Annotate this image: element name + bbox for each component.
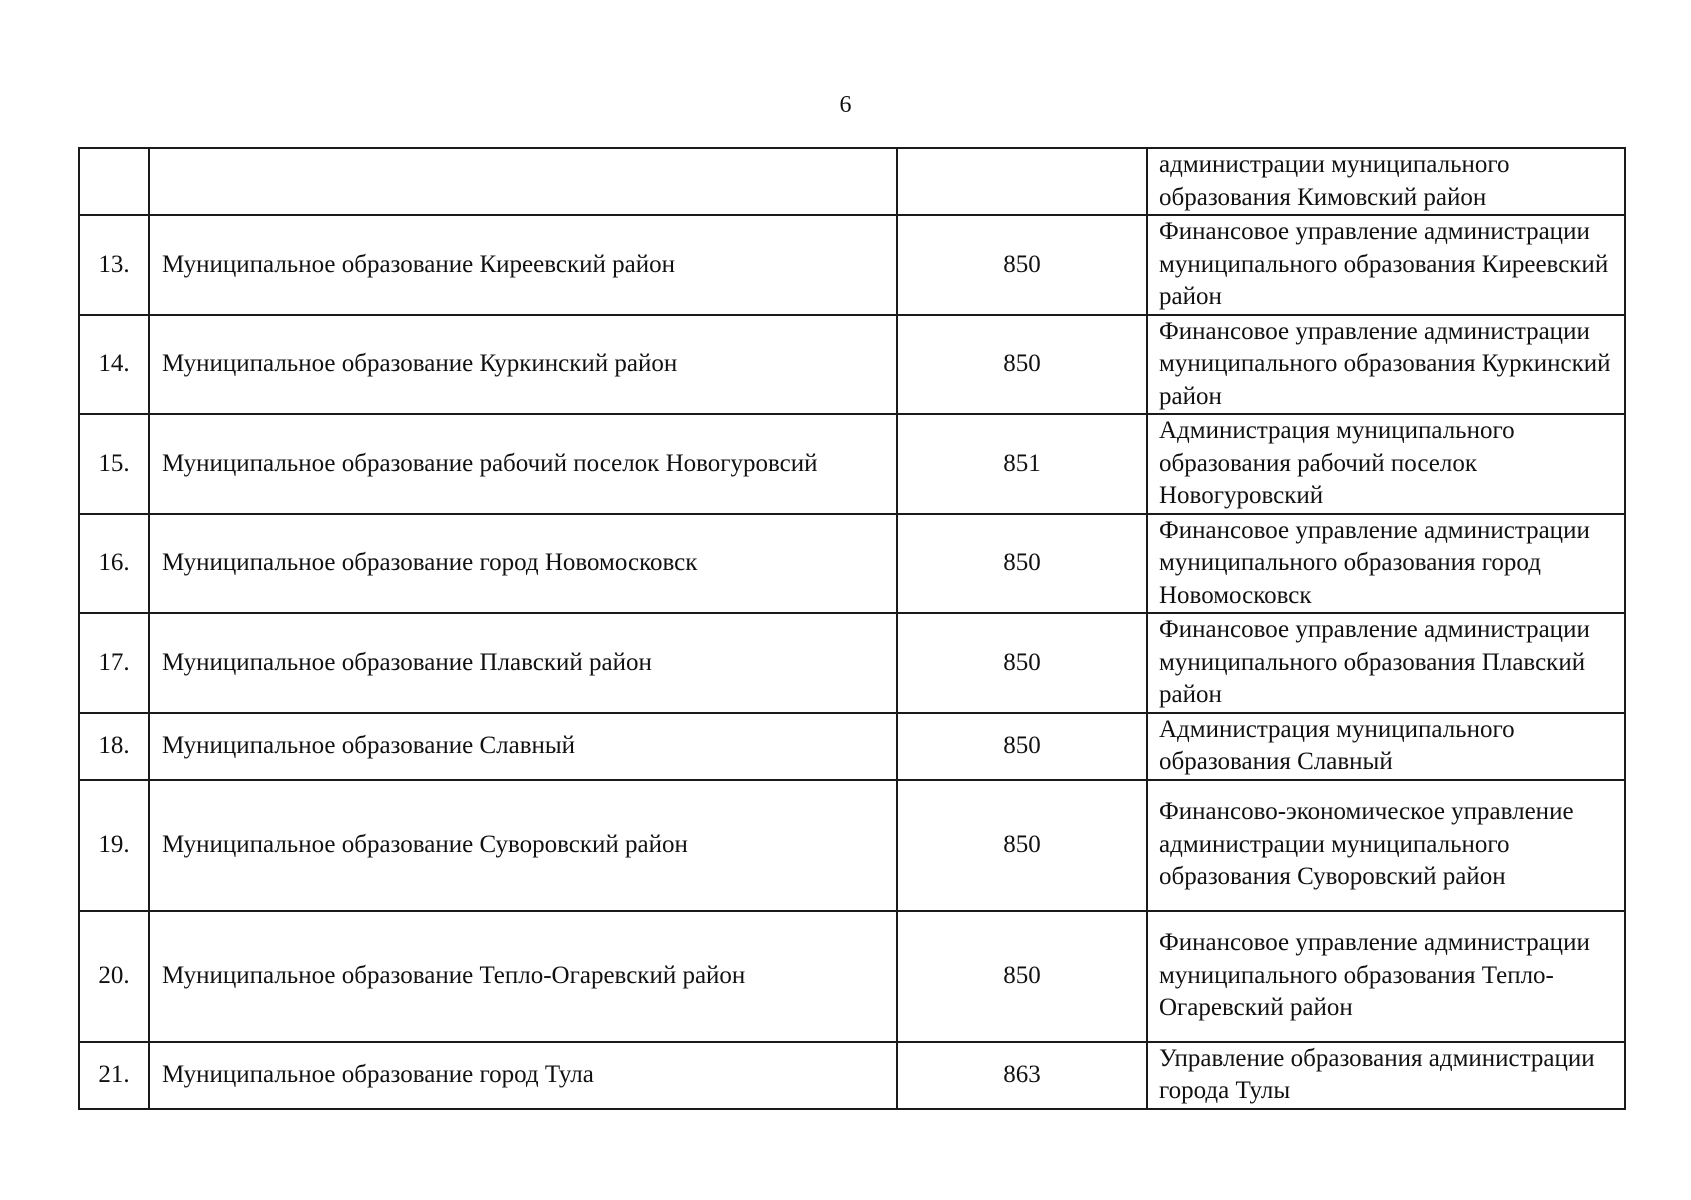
row-number: 18.: [79, 713, 149, 780]
authority-name: Администрация муниципального образования Славный: [1147, 713, 1625, 780]
budget-code: 851: [897, 414, 1147, 514]
budget-code: 850: [897, 911, 1147, 1042]
table-row: [79, 911, 1625, 1042]
table-row: [79, 514, 1625, 614]
budget-code: 863: [897, 1042, 1147, 1109]
municipality-name: Муниципальное образование Суворовский район: [149, 780, 897, 911]
municipality-name: Муниципальное образование город Тула: [149, 1042, 897, 1109]
row-number: 20.: [79, 911, 149, 1042]
budget-code: 850: [897, 215, 1147, 315]
budget-code: 850: [897, 315, 1147, 415]
table-row: [79, 1042, 1625, 1109]
authority-name: Финансово-экономическое управление администрации муниципального образования Суворовский район: [1147, 780, 1625, 911]
row-number: 14.: [79, 315, 149, 415]
authority-name: Управление образования администрации города Тулы: [1147, 1042, 1625, 1109]
row-number: 17.: [79, 613, 149, 713]
table-row: [79, 414, 1625, 514]
municipal-table: [78, 147, 1626, 1110]
budget-code: 850: [897, 613, 1147, 713]
budget-code: 850: [897, 713, 1147, 780]
table-row: [79, 315, 1625, 415]
municipality-name: Муниципальное образование Плавский район: [149, 613, 897, 713]
table-row: [79, 148, 1625, 215]
table-row: [79, 713, 1625, 780]
row-number: [79, 148, 149, 215]
municipality-name: Муниципальное образование город Новомосковск: [149, 514, 897, 614]
row-number: 19.: [79, 780, 149, 911]
municipality-name: Муниципальное образование Тепло-Огаревский район: [149, 911, 897, 1042]
budget-code: 850: [897, 514, 1147, 614]
authority-name: Финансовое управление администрации муниципального образования Плавский район: [1147, 613, 1625, 713]
authority-name: администрации муниципального образования Кимовский район: [1147, 148, 1625, 215]
table-row: [79, 780, 1625, 911]
authority-name: Администрация муниципального образования рабочий поселок Новогуровский: [1147, 414, 1625, 514]
row-number: 15.: [79, 414, 149, 514]
municipality-name: Муниципальное образование Киреевский район: [149, 215, 897, 315]
municipality-name: Муниципальное образование Славный: [149, 713, 897, 780]
authority-name: Финансовое управление администрации муниципального образования Куркинский район: [1147, 315, 1625, 415]
row-number: 21.: [79, 1042, 149, 1109]
budget-code: 850: [897, 780, 1147, 911]
budget-code: [897, 148, 1147, 215]
municipality-name: Муниципальное образование рабочий поселок Новогуровсий: [149, 414, 897, 514]
row-number: 13.: [79, 215, 149, 315]
page-number: 6: [839, 92, 852, 118]
authority-name: Финансовое управление администрации муниципального образования Киреевский район: [1147, 215, 1625, 315]
row-number: 16.: [79, 514, 149, 614]
authority-name: Финансовое управление администрации муниципального образования город Новомосковск: [1147, 514, 1625, 614]
table-row: [79, 613, 1625, 713]
municipality-name: [149, 148, 897, 215]
municipality-name: Муниципальное образование Куркинский район: [149, 315, 897, 415]
authority-name: Финансовое управление администрации муниципального образования Тепло-Огаревский район: [1147, 911, 1625, 1042]
table-row: [79, 215, 1625, 315]
